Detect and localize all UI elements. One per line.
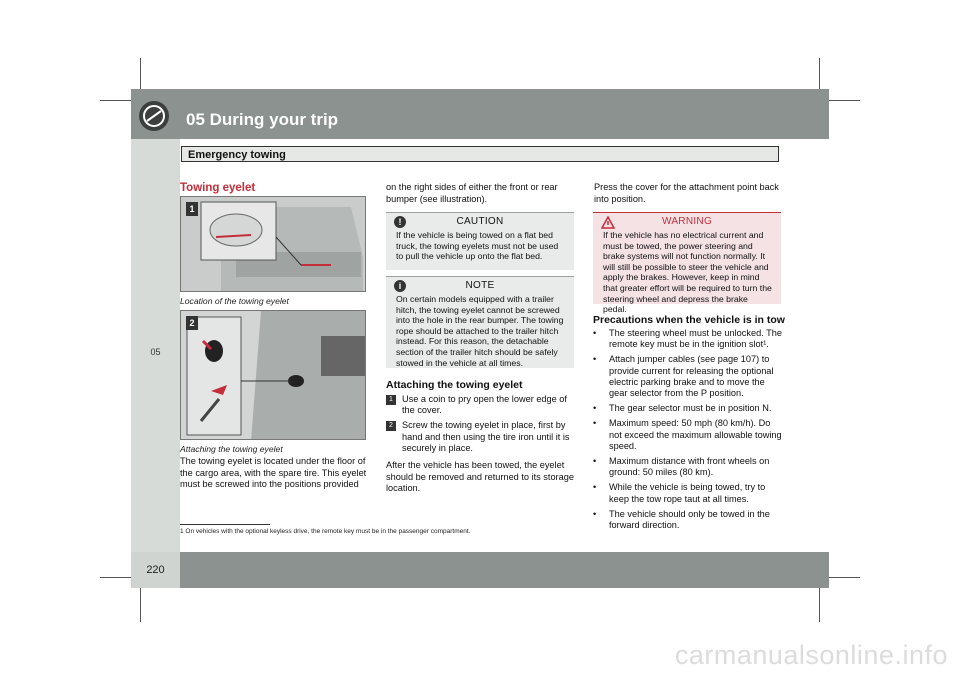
warning-triangle-icon [601, 216, 615, 229]
precautions-heading: Precautions when the vehicle is in tow [593, 314, 785, 326]
note-label: NOTE [465, 280, 495, 291]
after-towing-paragraph: After the vehicle has been towed, the eyelet should be removed and returned to its storage location. [386, 460, 574, 493]
figure-badge-2: 2 [186, 316, 198, 330]
figure-attaching-eyelet [180, 310, 366, 440]
list-item: • Maximum speed: 50 mph (80 km/h). Do not exceed the maximum allowable towing speed. [593, 418, 782, 451]
steering-wheel-icon [139, 101, 169, 131]
figure-caption-2: Attaching the towing eyelet [180, 444, 283, 454]
towing-eyelet-paragraph: The towing eyelet is located under the floor of the cargo area, with the spare tire. This eyelet must be screwed into the positions provided [180, 456, 367, 489]
step-item: 2 Screw the towing eyelet in place, first by hand and then using the tire iron until it is securely in place. [386, 420, 576, 454]
precautions-list [593, 328, 783, 535]
list-item: • The vehicle should only be towed in the forward direction. [593, 508, 770, 531]
list-item: • While the vehicle is being towed, try to keep the tow rope taut at all times. [593, 482, 766, 504]
list-item: • Maximum distance with front wheels on ground: 50 miles (80 km). [593, 456, 770, 478]
bumper-paragraph: on the right sides of either the front or rear bumper (see illustration). [386, 182, 558, 204]
figure-towing-eyelet-location [180, 196, 366, 292]
press-cover-paragraph: Press the cover for the attachment point back into position. [594, 182, 779, 204]
chapter-title: 05 During your trip [186, 110, 339, 129]
step-item: 1 Use a coin to pry open the lower edge of the cover. [386, 394, 576, 416]
caution-label: CAUTION [456, 216, 504, 227]
sidebar-chapter-number: 05 [150, 347, 161, 357]
note-box [386, 276, 574, 368]
warning-text: If the vehicle has no electrical current and must be towed, the power steering and brake systems will not function normally. It will still be possible to steer the vehicle and apply the brakes. However, keep in mind that greater effort will be required to turn the steering wheel and depress the brake pedal. [603, 230, 772, 315]
list-item: • The steering wheel must be unlocked. The remote key must be in the ignition slot¹. [593, 328, 782, 350]
towing-eyelet-heading: Towing eyelet [180, 182, 256, 194]
list-item: • Attach jumper cables (see page 107) to provide current for releasing the optional electric parking brake and to move the gear selector from the P position. [593, 354, 774, 399]
footnote: 1 On vehicles with the optional keyless drive, the remote key must be in the passenger compartment. [180, 528, 471, 535]
note-text: On certain models equipped with a trailer hitch, the towing eyelet cannot be screwed into the hole in the rear bumper. The towing rope should be attached to the trailer hitch instead. For this reason, the detachable section of the trailer hitch should be safely stowed in the vehicle at all times. [396, 294, 564, 368]
watermark: carmanualsonline.info [674, 640, 948, 670]
warning-box [593, 212, 781, 315]
attaching-steps [386, 394, 576, 458]
figure-caption-1: Location of the towing eyelet [180, 296, 289, 306]
warning-label: WARNING [661, 216, 713, 227]
attaching-heading: Attaching the towing eyelet [386, 379, 523, 391]
page-number: 220 [131, 552, 180, 588]
list-item: • The gear selector must be in position N. [593, 403, 772, 414]
footnote-rule [180, 524, 270, 525]
caution-icon: ! [394, 216, 406, 228]
caution-box [386, 212, 574, 270]
footer-bar [131, 552, 829, 588]
chapter-sidebar [131, 139, 180, 552]
section-title: Emergency towing [181, 146, 779, 162]
figure-badge-1: 1 [186, 202, 198, 216]
info-icon: i [394, 280, 406, 292]
caution-text: If the vehicle is being towed on a flat bed truck, the towing eyelets must not be used to pull the vehicle up onto the flat bed. [396, 230, 559, 262]
